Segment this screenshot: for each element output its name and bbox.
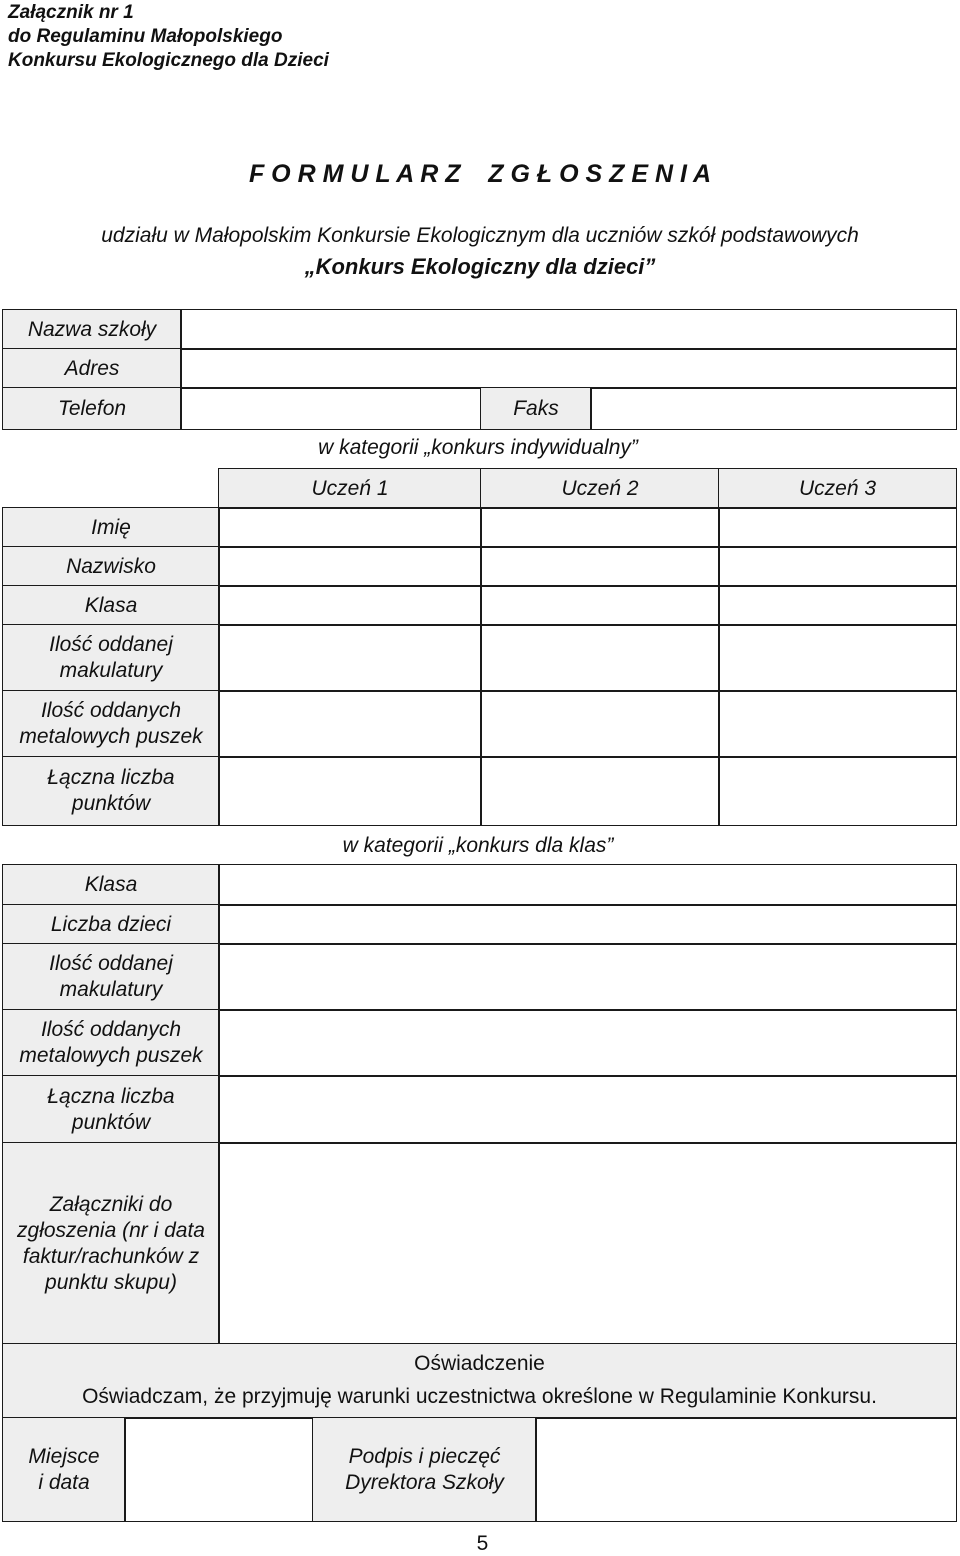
student-3-class-field[interactable]	[718, 585, 957, 626]
student-3-points-field[interactable]	[718, 756, 957, 826]
class-category-heading: w kategorii „konkurs dla klas”	[342, 834, 614, 857]
attachments-label-line2: zgłoszenia (nr i data	[17, 1218, 205, 1242]
student-1-paper-field[interactable]	[218, 624, 482, 692]
student-2-cans-field[interactable]	[480, 690, 720, 758]
attachments-label-line1: Załączniki do	[49, 1192, 173, 1216]
address-label: Adres	[64, 356, 120, 380]
cls-cans-label-line1: Ilość oddanych	[40, 1018, 182, 1041]
place-date-label	[2, 1417, 126, 1522]
form-subtitle: udziału w Małopolskim Konkursie Ekologicznym dla uczniów szkół podstawowych	[101, 224, 859, 247]
total-points-label-line2: punktów	[71, 792, 151, 815]
student-1-first-name-field[interactable]	[218, 507, 482, 548]
cans-amount-label	[2, 690, 220, 758]
attachments-label-line4: punktu skupu)	[45, 1270, 177, 1294]
individual-category-heading: w kategorii „konkurs indywidualny”	[318, 436, 638, 459]
form-title: F O R M U L A R Z Z G Ł O S Z E N I A	[248, 160, 712, 188]
student-2-first-name-field[interactable]	[480, 507, 720, 548]
school-name-label: Nazwa szkoły	[27, 317, 157, 341]
class-label: Klasa	[84, 593, 138, 617]
student-3-first-name-field[interactable]	[718, 507, 957, 548]
signature-label-line1: Podpis i pieczęć	[348, 1444, 501, 1468]
signature-label-line2: Dyrektora Szkoły	[345, 1470, 504, 1494]
student-3-paper-field[interactable]	[718, 624, 957, 692]
annex-contest-name: Konkursu Ekologicznego dla Dzieci	[8, 50, 329, 71]
cls-children-field[interactable]	[218, 904, 957, 945]
attachments-field[interactable]	[218, 1142, 957, 1345]
student-1-header: Uczeń 1	[311, 476, 389, 500]
cls-children-label: Liczba dzieci	[50, 912, 172, 936]
annex-number: Załącznik nr 1	[8, 2, 134, 23]
fax-field[interactable]	[590, 387, 957, 430]
cls-points-field[interactable]	[218, 1075, 957, 1144]
student-2-class-field[interactable]	[480, 585, 720, 626]
contest-name: „Konkurs Ekologiczny dla dzieci”	[304, 254, 656, 279]
cls-paper-field[interactable]	[218, 943, 957, 1011]
phone-field[interactable]	[180, 387, 482, 430]
declaration-title: Oświadczenie	[414, 1352, 545, 1375]
cans-amount-label-line2: metalowych puszek	[19, 725, 203, 748]
declaration-text: Oświadczam, że przyjmuję warunki uczestnictwa określone w Regulaminie Konkursu.	[82, 1385, 877, 1408]
signature-field[interactable]	[535, 1417, 957, 1522]
cls-cans-label-line2: metalowych puszek	[19, 1044, 203, 1067]
address-field[interactable]	[180, 348, 957, 389]
cls-cans-field[interactable]	[218, 1009, 957, 1077]
cls-class-label: Klasa	[84, 873, 138, 896]
student-2-last-name-field[interactable]	[480, 546, 720, 587]
student-3-last-name-field[interactable]	[718, 546, 957, 587]
total-points-label-line1: Łączna liczba	[47, 766, 175, 789]
cls-paper-label-line1: Ilość oddanej	[49, 952, 173, 975]
phone-label: Telefon	[57, 396, 127, 420]
student-1-cans-field[interactable]	[218, 690, 482, 758]
student-2-header: Uczeń 2	[561, 476, 639, 500]
student-2-points-field[interactable]	[480, 756, 720, 826]
place-date-field[interactable]	[124, 1417, 314, 1522]
cls-points-label-line2: punktów	[71, 1110, 151, 1134]
place-date-label-line2: i data	[38, 1470, 90, 1494]
paper-amount-label-line2: makulatury	[59, 659, 163, 682]
student-2-paper-field[interactable]	[480, 624, 720, 692]
school-name-field[interactable]	[180, 309, 957, 350]
cls-cans-label	[2, 1009, 220, 1077]
cls-paper-label	[2, 943, 220, 1011]
student-3-header: Uczeń 3	[798, 476, 877, 500]
place-date-label-line1: Miejsce	[28, 1444, 100, 1468]
last-name-label: Nazwisko	[66, 554, 156, 578]
cls-points-label	[2, 1075, 220, 1144]
student-3-cans-field[interactable]	[718, 690, 957, 758]
student-1-class-field[interactable]	[218, 585, 482, 626]
cls-paper-label-line2: makulatury	[59, 978, 163, 1001]
attachments-label-line3: faktur/rachunków z	[22, 1244, 200, 1268]
cls-class-field[interactable]	[218, 864, 957, 906]
fax-label: Faks	[513, 396, 559, 420]
paper-amount-label	[2, 624, 220, 692]
student-1-points-field[interactable]	[218, 756, 482, 826]
cans-amount-label-line1: Ilość oddanych	[40, 699, 182, 722]
page-number: 5	[476, 1532, 489, 1555]
signature-label	[312, 1417, 537, 1522]
total-points-label	[2, 756, 220, 826]
paper-amount-label-line1: Ilość oddanej	[49, 633, 173, 656]
attachments-label	[2, 1142, 220, 1345]
annex-regulation: do Regulaminu Małopolskiego	[8, 26, 283, 47]
first-name-label: Imię	[91, 515, 131, 539]
cls-points-label-line1: Łączna liczba	[47, 1084, 175, 1108]
student-1-last-name-field[interactable]	[218, 546, 482, 587]
